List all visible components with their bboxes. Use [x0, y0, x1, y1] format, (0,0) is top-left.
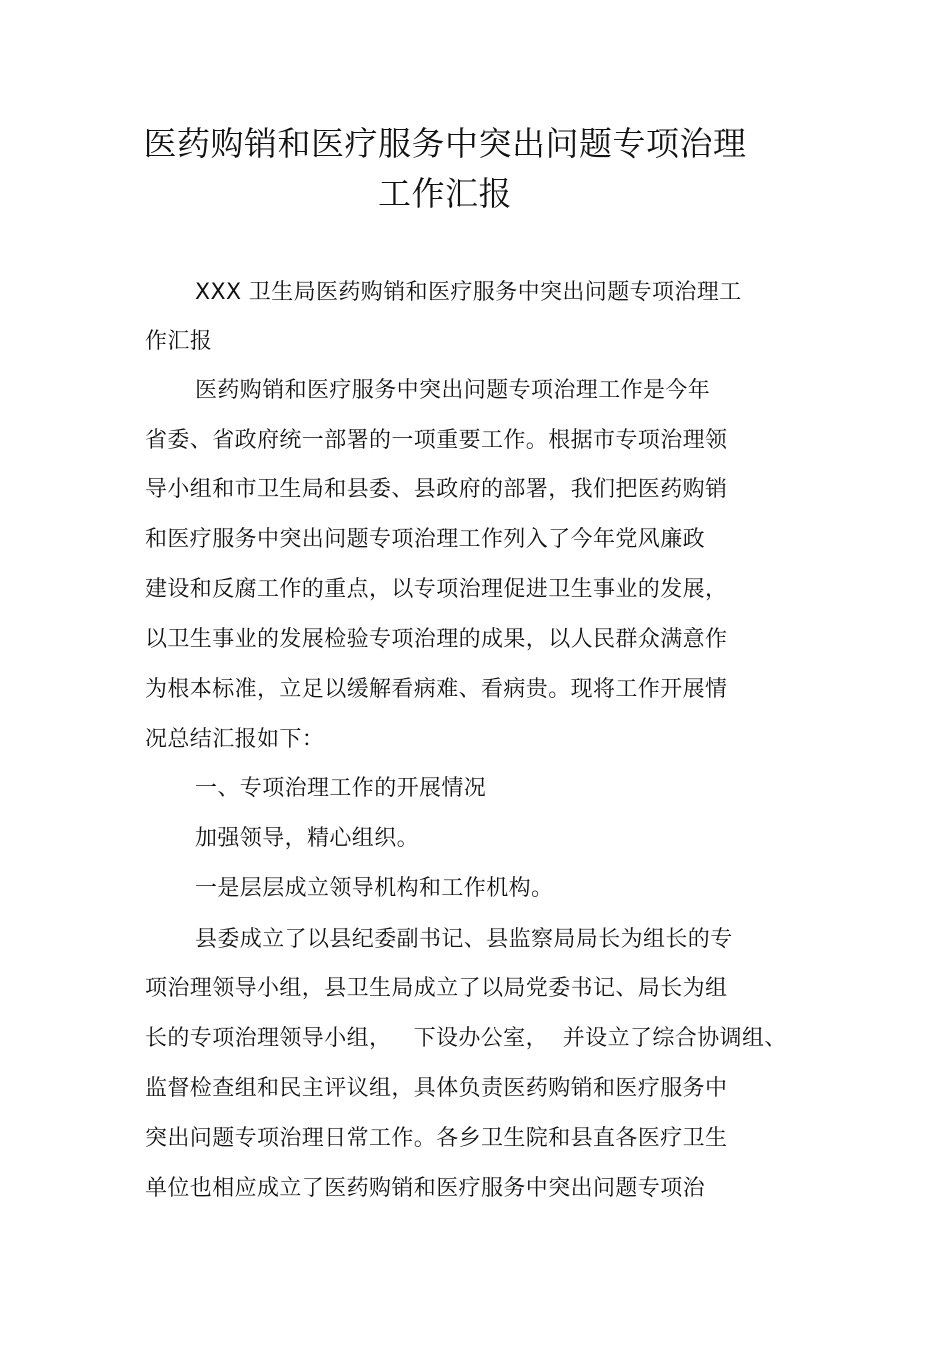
body-line: XXX 卫生局医药购销和医疗服务中突出问题专项治理工 — [195, 280, 742, 305]
document-title-line-1: 医药购销和医疗服务中突出问题专项治理 — [143, 124, 747, 163]
body-line: 和医疗服务中突出问题专项治理工作列入了今年党风廉政 — [145, 527, 706, 552]
document-title-line-2: 工作汇报 — [378, 174, 512, 213]
body-line: 县委成立了以县纪委副书记、县监察局局长为组长的专 — [195, 927, 733, 952]
body-line: 况总结汇报如下： — [145, 727, 325, 752]
body-line: 长的专项治理领导小组， 下设办公室， 并设立了综合协调组、 — [145, 1026, 787, 1051]
body-line: 监督检查组和民主评议组，具体负责医药购销和医疗服务中 — [145, 1076, 728, 1101]
body-line: 项治理领导小组，县卫生局成立了以局党委书记、局长为组 — [145, 976, 728, 1001]
body-line: 作汇报 — [145, 329, 213, 354]
body-line: 突出问题专项治理日常工作。各乡卫生院和县直各医疗卫生 — [145, 1126, 728, 1151]
body-line: 一是层层成立领导机构和工作机构。 — [195, 876, 554, 901]
body-line: 以卫生事业的发展检验专项治理的成果，以人民群众满意作 — [145, 627, 728, 652]
section-heading: 一、专项治理工作的开展情况 — [195, 776, 487, 801]
body-line: 加强领导，精心组织。 — [195, 826, 420, 851]
body-line: 为根本标准，立足以缓解看病难、看病贵。现将工作开展情 — [145, 677, 728, 702]
body-line: 导小组和市卫生局和县委、县政府的部署，我们把医药购销 — [145, 477, 728, 502]
body-line: 医药购销和医疗服务中突出问题专项治理工作是今年 — [195, 378, 711, 403]
body-line: 省委、省政府统一部署的一项重要工作。根据市专项治理领 — [145, 428, 728, 453]
body-line: 建设和反腐工作的重点，以专项治理促进卫生事业的发展， — [145, 577, 728, 602]
body-line: 单位也相应成立了医药购销和医疗服务中突出问题专项治 — [145, 1176, 706, 1201]
